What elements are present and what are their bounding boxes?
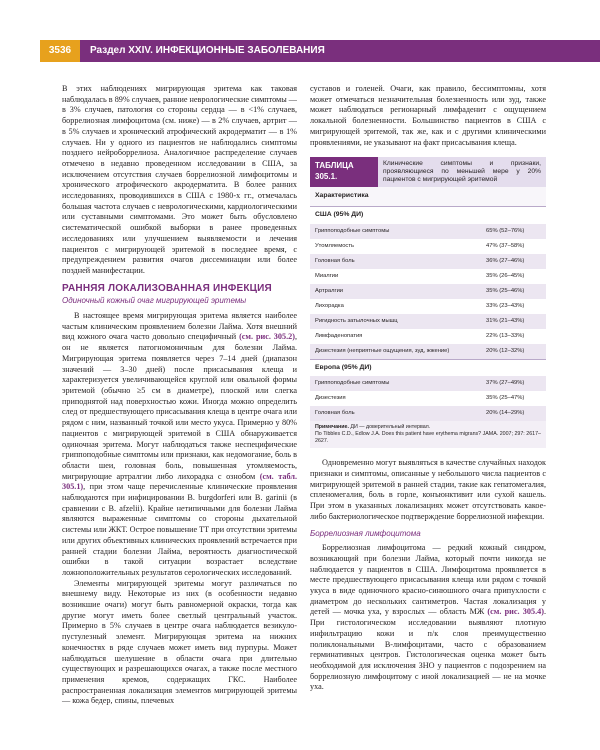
table-cell-value: 65% (52–76%) — [486, 227, 525, 234]
table-row — [310, 376, 546, 391]
table-row — [310, 391, 546, 406]
text-run: , он не является патогномоничным для болезни Лайма. Мигрирующая эритема появляется через 7–14 дней (диапазон значений — 3–30 дней) после присасывания клеща и характеризуется увеличивающейся круглой или овальной формы эритемой (обычно ≥5 см в диаметре), плоской или слегка приподнятой над поверхностью кожи. Иногда можно определить след от предшествующего присасывания клеща в центре очага или рядом с ним, названный точкой или место укуса. Примерно у 80% пациентов с мигрирующей эритемой в США обнаруживается одиночная эритема. Могут наблюдаться также неспецифические гриппоподобные симптомы или признаки, как недомогание, боль в области шеи, головная боль, повышенная утомляемость, мигрирующие артралгии либо лихорадка с ознобом — [62, 332, 297, 481]
table-note — [315, 424, 541, 431]
table-cell-value: 35% (26–45%) — [486, 272, 525, 279]
table-cell-feature: Гриппоподобные симптомы — [315, 227, 390, 234]
table-cell-value: 20% (14–29%) — [486, 410, 525, 417]
chapter-title: Раздел XXIV. ИНФЕКЦИОННЫЕ ЗАБОЛЕВАНИЯ — [90, 45, 325, 56]
table-cell-value: 20% (12–32%) — [486, 347, 525, 354]
paragraph — [62, 311, 297, 579]
table-cell-feature: Лимфаденопатия — [315, 332, 363, 339]
text-run: , при этом чаще перечисленные клинические проявления наблюдаются при инфицировании B. burgdorferi или B. garinii (в сравнении с B. afzelii). Крайне нетипичными для болезни Лайма являются выраженные симптомы со стороны дыхательной системы или ЖКТ. Острое повышение ТТ при отсутствии эритемы или других объективных клинических проявлений встречается при ранней стадии болезни Лайма, вероятность диагностической ошибки в такой ситуации возрастает вследствие ложноположительных результатов серологических исследований. — [62, 482, 297, 577]
table-row — [310, 314, 546, 329]
table-group-header: Европа (95% ДИ) — [310, 359, 546, 377]
table-row — [310, 284, 546, 299]
table-cell-feature: Утомляемость — [315, 242, 355, 249]
table-cell-value: 37% (27–49%) — [486, 380, 525, 387]
paragraph — [310, 543, 546, 693]
table-title: Клинические симптомы и признаки, проявляющиеся по меньшей мере у 20% пациентов с мигрирующей эритемой — [383, 160, 541, 184]
paragraph: Одновременно могут выявляться в качестве случайных находок признаки и симптомы, описанные у небольшого числа пациентов с мигрирующей эритемой в ранней стадии, такие как гепатомегалия, спленомегалия, боль в горле, конъюнктивит или сухой кашель. При этом в указанных локализациях может отсутствовать какое-либо бактериологическое подтверждение боррелиозной инфекции. — [310, 458, 546, 521]
note-text: ДИ — доверительный интервал. — [348, 424, 431, 431]
table-header — [310, 157, 546, 187]
table-row — [310, 299, 546, 314]
section-heading: РАННЯЯ ЛОКАЛИЗОВАННАЯ ИНФЕКЦИЯ — [62, 282, 272, 294]
subsection-heading: Одиночный кожный очаг мигрирующей эритемы — [62, 296, 247, 306]
subsection-heading: Боррелиозная лимфоцитома — [310, 528, 421, 538]
table-cell-feature: Ригидность затылочных мышц — [315, 317, 398, 324]
symptoms-table — [310, 157, 546, 448]
right-column — [310, 84, 546, 693]
figure-reference-link[interactable]: (см. рис. 305.4) — [487, 607, 544, 617]
table-row — [310, 239, 546, 254]
text-run: Боррелиозная лимфоцитома — редкий кожный синдром, возникающий при болезни Лайма, который почти никогда не наблюдается у пациентов в США. Лимфоцитома проявляется в месте предшествующего присасывания клеща или рядом с точкой укуса в виде одиночного красно-синюшного очага припухлости с диаметром до нескольких сантиметров. Частая локализация у детей — мочка уха, у взрослых — область МЖ — [310, 543, 546, 617]
table-row — [310, 254, 546, 269]
table-cell-value: 36% (27–46%) — [486, 257, 525, 264]
table-row — [310, 406, 546, 421]
paragraph: В этих наблюдениях мигрирующая эритема как таковая наблюдалась в 89% случаев, ранние неврологические симптомы — в 3% случаев, патология со стороны сердца — в <1% случаев, боррелиозная лимфоцитома (см. ниже) — в 2% случаев, артрит — в 5% случаев и хронический атрофический акродерматит — в 1% случаев. Ни у одного из пациентов не наблюдались симптомы позднего нейроборрелиоза. Аналогичное распределение случаев отмечено в недавно проведенном исследовании в США, за исключением отсутствия случаев боррелиозной лимфоцитомы и хронического атрофического акродерматита. В более ранних исследованиях, проводившихся в США с 1980-х гг., отмечалась большая частота случаев с неврологическими, кардиологическими или суставными симптомами. Это может быть обусловлено систематической ошибкой выборки в ранее проведенных исследованиях или улучшением выявляемости и лечения пациентов с мигрирующей эритемой в последнее время, с предупреждением развития очагов диссеминации или более поздней манифестации. — [62, 84, 297, 275]
table-row — [310, 344, 546, 359]
table-notes — [310, 421, 546, 448]
figure-reference-link[interactable]: (см. рис. 305.2) — [239, 332, 295, 342]
table-cell-value: 35% (25–46%) — [486, 287, 525, 294]
table-cell-feature: Миалгии — [315, 272, 339, 279]
table-row — [310, 224, 546, 239]
table-row — [310, 269, 546, 284]
table-cell-value: 33% (23–43%) — [486, 302, 525, 309]
table-cell-feature: Дизестезия (неприятные ощущения, зуд, жжение) — [315, 347, 450, 354]
table-group-header: США (95% ДИ) — [310, 206, 546, 224]
text-run: В настоящее время мигрирующая эритема является наиболее частым клиническим проявлением болезни Лайма. Хотя внешний вид кожного очага часто довольно специфичный — [62, 311, 297, 342]
table-label: ТАБЛИЦА 305.1. — [310, 157, 378, 187]
table-cell-feature: Головная боль — [315, 257, 355, 264]
table-cell-feature: Артралгии — [315, 287, 344, 294]
table-cell-feature: Головная боль — [315, 410, 355, 417]
table-cell-value: 22% (13–33%) — [486, 332, 525, 339]
table-cell-feature: Лихорадка — [315, 302, 344, 309]
left-column — [62, 84, 297, 707]
table-reference-link[interactable]: (см. табл. 305.1) — [62, 471, 298, 492]
table-body — [310, 206, 546, 421]
table-source: По Tibbles C.D., Edlow J.A. Does this patient have erythema migrans? JAMA. 2007; 297: 2617–2627. — [315, 431, 541, 445]
page-header — [40, 40, 600, 62]
table-cell-value: 31% (21–43%) — [486, 317, 525, 324]
paragraph: Элементы мигрирующей эритемы могут различаться по внешнему виду. Некоторые из них (в особенности недавно возникшие очаги) могут быть равномерной окраски, тогда как другие могут иметь более светлый центральный участок. Примерно в 5% случаев в центре очага наблюдается везикуло-пустулезный элемент. Мигрирующая эритема на нижних конечностях в ряде случаев может иметь вид пурпуры. Может наблюдаться шелушение в области очага при длительно существующих и разрешающихся очагах, а также после местного применения кремов, содержащих ГКС. Наиболее распространенная локализация элементов мигрирующей эритемы — кожа бедер, спины, плечевых — [62, 578, 297, 706]
table-cell-feature: Дизестезия — [315, 395, 346, 402]
table-cell-value: 35% (25–47%) — [486, 395, 525, 402]
note-label: Примечание. — [315, 424, 349, 431]
paragraph: суставов и голеней. Очаги, как правило, бессимптомны, хотя может отмечаться незначительная болезненность или зуд, также может наблюдаться регионарный лимфаденит с ощущением локальной болезненности. Большинство пациентов в США с мигрирующей эритемой, так же, как и с другими клиническими проявлениями, не указывают на факт присасывания клеща. — [310, 84, 546, 147]
table-row — [310, 329, 546, 344]
text-run: . При гистологическом исследовании выявляют плотную инфильтрацию кожи и п/к слоя преимущественно поликлональными В-лимфоцитами, часто с образованием герминативных центров. Гистологическая оценка может быть необходимой для исключения ЗНО у пациентов с подозрением на боррелиозную лимфоцитому с иной локализацией — не на мочке уха. — [310, 607, 546, 692]
page-number: 3536 — [40, 40, 80, 62]
table-cell-value: 47% (37–58%) — [486, 242, 525, 249]
table-column-header: Характеристика — [310, 187, 546, 206]
table-cell-feature: Гриппоподобные симптомы — [315, 380, 390, 387]
